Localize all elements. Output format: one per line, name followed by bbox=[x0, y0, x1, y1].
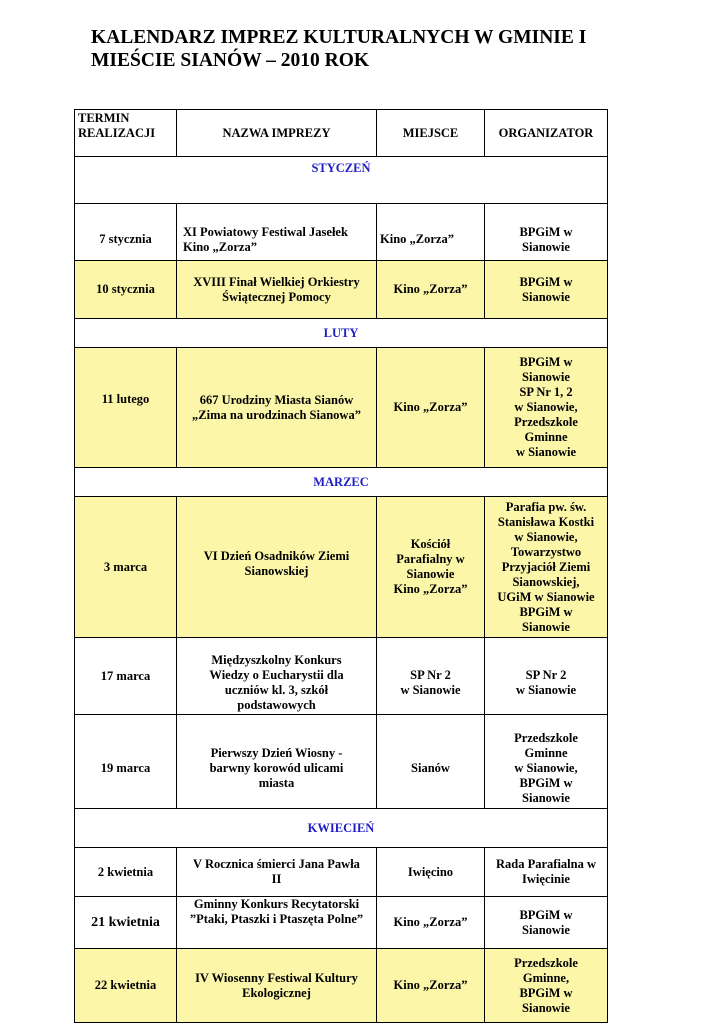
event-date: 2 kwietnia bbox=[75, 848, 177, 897]
title-line-1: KALENDARZ IMPREZ KULTURALNYCH W GMINIE I bbox=[91, 27, 587, 48]
title-line-2: MIEŚCIE SIANÓW – 2010 ROK bbox=[91, 50, 370, 71]
header-termin: TERMIN REALIZACJI bbox=[75, 110, 177, 157]
month-label: LUTY bbox=[75, 319, 608, 348]
event-name: XVIII Finał Wielkiej Orkiestry Świątecznej Pomocy bbox=[177, 261, 377, 319]
event-organizer: BPGiM w Sianowie bbox=[485, 897, 608, 949]
event-place: Kino „Zorza” bbox=[377, 949, 485, 1023]
table-row bbox=[75, 715, 608, 809]
event-place: SP Nr 2 w Sianowie bbox=[377, 638, 485, 715]
month-row-marzec bbox=[75, 468, 608, 497]
event-place: Kino „Zorza” bbox=[377, 348, 485, 468]
event-name: Gminny Konkurs Recytatorski ”Ptaki, Ptaszki i Ptaszęta Polne” bbox=[177, 897, 377, 949]
event-date: 22 kwietnia bbox=[75, 949, 177, 1023]
table-row bbox=[75, 497, 608, 638]
event-date: 19 marca bbox=[75, 715, 177, 809]
event-place: Kino „Zorza” bbox=[377, 204, 485, 261]
event-date: 11 lutego bbox=[75, 348, 177, 468]
event-organizer: BPGiM w Sianowie bbox=[485, 204, 608, 261]
month-label: STYCZEŃ bbox=[75, 157, 608, 204]
event-place: Iwięcino bbox=[377, 848, 485, 897]
event-date: 17 marca bbox=[75, 638, 177, 715]
event-date: 21 kwietnia bbox=[75, 897, 177, 949]
event-date: 7 stycznia bbox=[75, 204, 177, 261]
table-row bbox=[75, 638, 608, 715]
month-label: KWIECIEŃ bbox=[75, 809, 608, 848]
event-date: 10 stycznia bbox=[75, 261, 177, 319]
event-name: 667 Urodziny Miasta Sianów „Zima na urodzinach Sianowa” bbox=[177, 348, 377, 468]
header-organizator: ORGANIZATOR bbox=[485, 110, 608, 157]
event-place: Kino „Zorza” bbox=[377, 897, 485, 949]
event-name: V Rocznica śmierci Jana Pawła II bbox=[177, 848, 377, 897]
event-name: VI Dzień Osadników Ziemi Sianowskiej bbox=[177, 497, 377, 638]
event-place: Sianów bbox=[377, 715, 485, 809]
event-organizer: Rada Parafialna w Iwięcinie bbox=[485, 848, 608, 897]
month-row-styczen bbox=[75, 157, 608, 204]
header-nazwa: NAZWA IMPREZY bbox=[177, 110, 377, 157]
event-date: 3 marca bbox=[75, 497, 177, 638]
table-row bbox=[75, 897, 608, 949]
event-organizer: BPGiM w Sianowie SP Nr 1, 2 w Sianowie, Przedszkole Gminne w Sianowie bbox=[485, 348, 608, 468]
event-name: Pierwszy Dzień Wiosny - barwny korowód ulicami miasta bbox=[177, 715, 377, 809]
header-miejsce: MIEJSCE bbox=[377, 110, 485, 157]
month-row-kwiecien bbox=[75, 809, 608, 848]
event-place: Kino „Zorza” bbox=[377, 261, 485, 319]
table-row bbox=[75, 949, 608, 1023]
event-name: Międzyszkolny Konkurs Wiedzy o Eucharystii dla uczniów kl. 3, szkół podstawowych bbox=[177, 638, 377, 715]
month-label: MARZEC bbox=[75, 468, 608, 497]
event-organizer: Parafia pw. św. Stanisława Kostki w Sianowie, Towarzystwo Przyjaciół Ziemi Sianowskiej, UGiM w Sianowie BPGiM w Sianowie bbox=[485, 497, 608, 638]
table-row bbox=[75, 261, 608, 319]
event-place: Kościół Parafialny w Sianowie Kino „Zorza” bbox=[377, 497, 485, 638]
month-row-luty bbox=[75, 319, 608, 348]
event-name: XI Powiatowy Festiwal Jasełek Kino „Zorza” bbox=[177, 204, 377, 261]
event-name: IV Wiosenny Festiwal Kultury Ekologicznej bbox=[177, 949, 377, 1023]
event-organizer: Przedszkole Gminne, BPGiM w Sianowie bbox=[485, 949, 608, 1023]
event-organizer: BPGiM w Sianowie bbox=[485, 261, 608, 319]
event-organizer: SP Nr 2 w Sianowie bbox=[485, 638, 608, 715]
table-row bbox=[75, 348, 608, 468]
events-calendar-table bbox=[74, 109, 608, 1023]
event-organizer: Przedszkole Gminne w Sianowie, BPGiM w Sianowie bbox=[485, 715, 608, 809]
header-row bbox=[75, 110, 608, 157]
table-row bbox=[75, 848, 608, 897]
document-title bbox=[91, 26, 651, 72]
table-row bbox=[75, 204, 608, 261]
